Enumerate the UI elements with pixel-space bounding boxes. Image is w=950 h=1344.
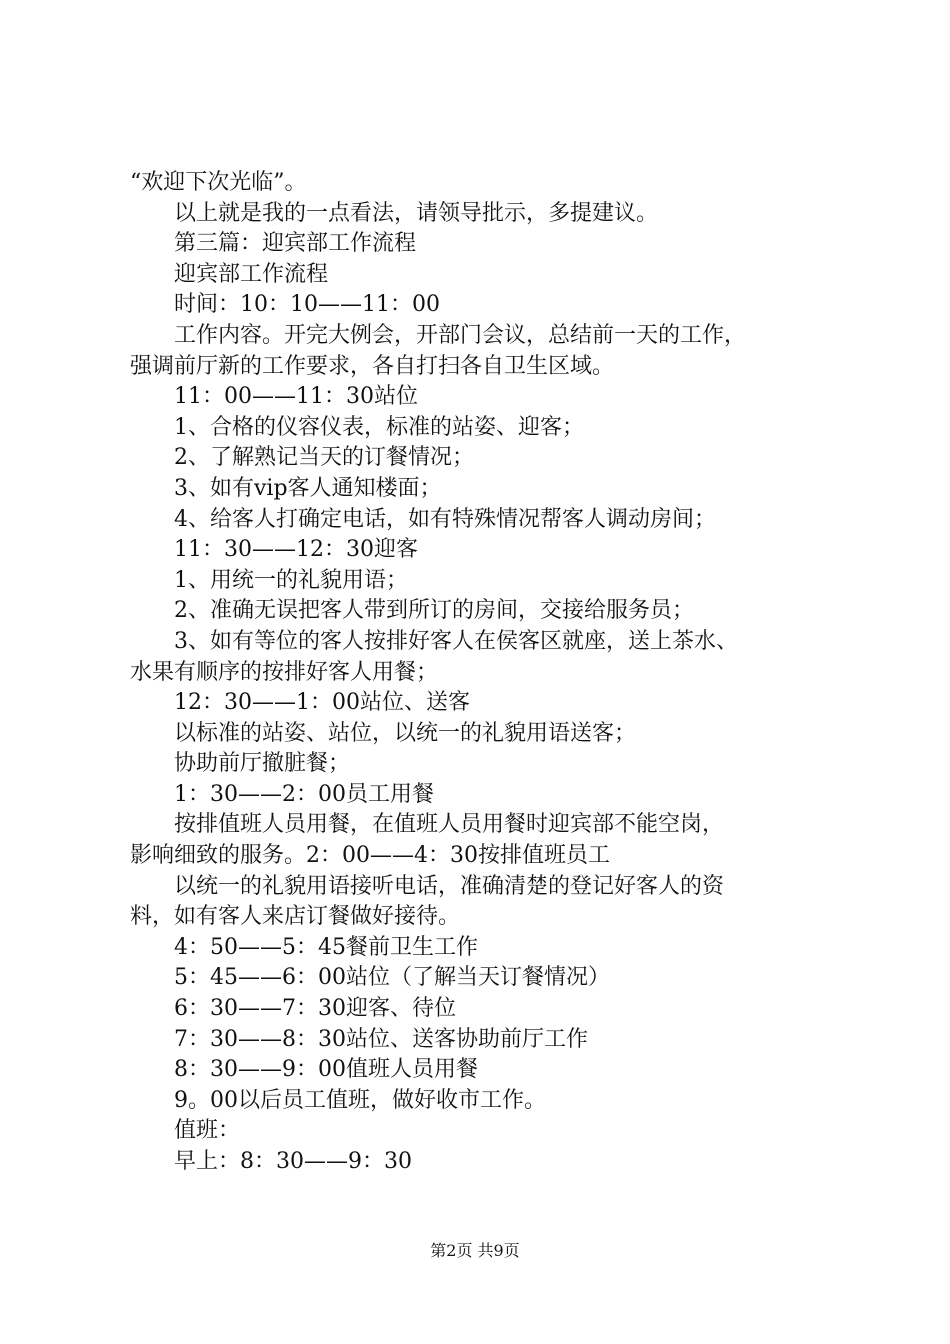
text-line: 水果有顺序的按排好客人用餐； (130, 659, 439, 685)
text-line: 值班： (174, 1118, 241, 1144)
text-line: 11：30——12：30迎客 (174, 537, 418, 563)
text-line: 11：00——11：30站位 (174, 384, 418, 410)
text-line: 2、了解熟记当天的订餐情况； (174, 445, 474, 471)
text-line: 1、用统一的礼貌用语； (174, 567, 408, 593)
text-line: 早上：8：30——9：30 (174, 1149, 412, 1174)
text-line: 协助前厅撤脏餐； (174, 751, 351, 777)
text-line: 8：30——9：00值班人员用餐 (174, 1057, 478, 1083)
text-line: 影响细致的服务。2：00——4：30按排值班员工 (130, 843, 610, 869)
text-line: 2、准确无误把客人带到所订的房间，交接给服务员； (174, 598, 694, 624)
document-body (130, 168, 850, 1178)
text-line: 以上就是我的一点看法，请领导批示，多提建议。 (174, 200, 659, 226)
text-line: 6：30——7：30迎客、待位 (174, 996, 456, 1022)
text-line: 以统一的礼貌用语接听电话，准确清楚的登记好客人的资 (174, 873, 725, 899)
text-line: 5：45——6：00站位（了解当天订餐情况） (174, 965, 610, 991)
text-line: 4：50——5：45餐前卫生工作 (174, 934, 478, 960)
text-line: 12：30——1：00站位、送客 (174, 690, 470, 716)
text-line: 4、给客人打确定电话，如有特殊情况帮客人调动房间； (174, 506, 716, 532)
text-line: “欢迎下次光临”。 (130, 170, 307, 195)
text-line: 1：30——2：00员工用餐 (174, 781, 434, 807)
text-line: 第三篇：迎宾部工作流程 (174, 231, 417, 257)
text-line: 3、如有vip客人通知楼面； (174, 475, 442, 501)
text-line: 工作内容。开完大例会，开部门会议，总结前一天的工作， (174, 322, 747, 348)
text-line: 迎宾部工作流程 (174, 261, 329, 287)
text-line: 时间：10：10——11：00 (174, 292, 440, 318)
text-line: 以标准的站姿、站位，以统一的礼貌用语送客； (174, 720, 637, 746)
text-line: 7：30——8：30站位、送客协助前厅工作 (174, 1026, 588, 1052)
text-line: 9。00以后员工值班，做好收市工作。 (174, 1087, 546, 1113)
text-line: 1、合格的仪容仪表，标准的站姿、迎客； (174, 414, 584, 440)
text-line: 3、如有等位的客人按排好客人在侯客区就座，送上茶水、 (174, 628, 738, 654)
text-line: 料，如有客人来店订餐做好接待。 (130, 904, 461, 930)
text-line: 强调前厅新的工作要求，各自打扫各自卫生区域。 (130, 353, 615, 379)
page-footer: 第2页 共9页 (430, 1241, 520, 1260)
text-line: 按排值班人员用餐，在值班人员用餐时迎宾部不能空岗， (174, 812, 725, 838)
